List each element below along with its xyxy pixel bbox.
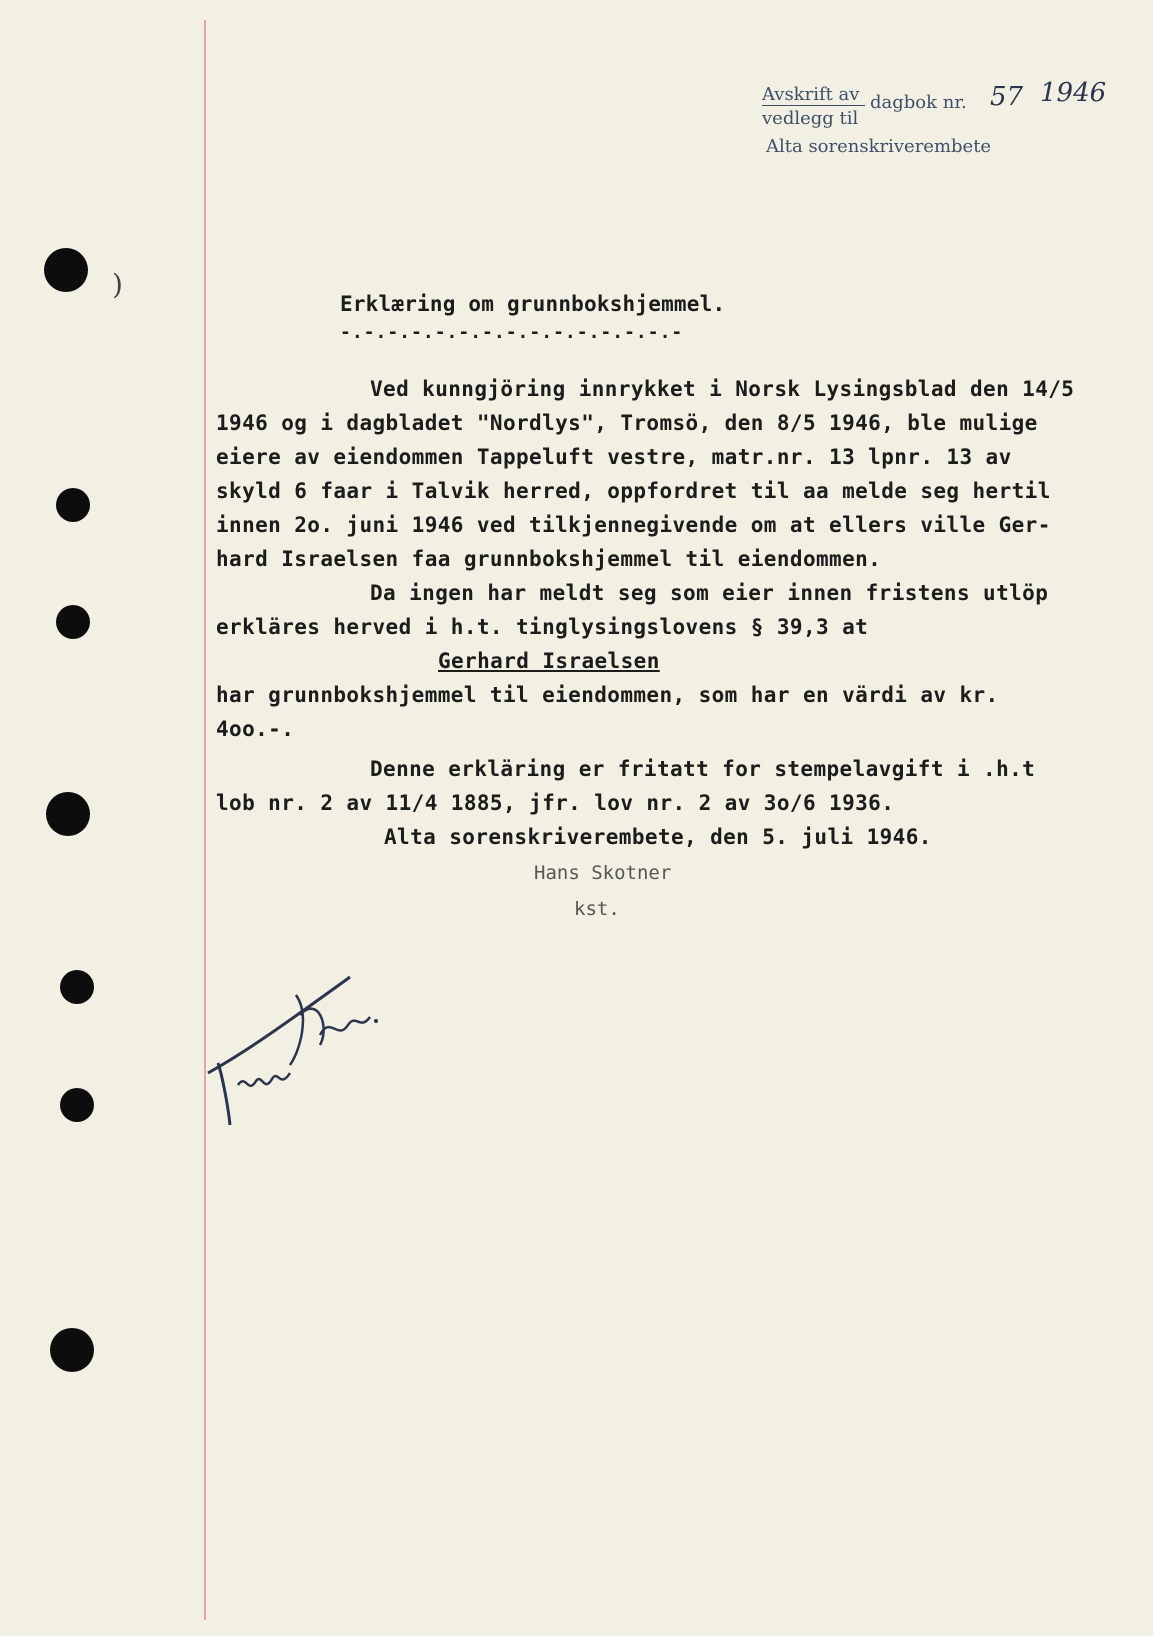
stamp-line1: Avskrift av	[762, 84, 865, 106]
punch-hole-icon	[44, 248, 88, 292]
stamp-year: 1946	[1040, 78, 1107, 108]
body-line: Da ingen har meldt seg som eier innen fristens utlöp	[370, 581, 1049, 605]
body-line: 1946 og i dagbladet "Nordlys", Tromsö, den 8/5 1946, ble mulige	[216, 411, 1038, 435]
place-date-line: Alta sorenskriverembete, den 5. juli 1946.	[384, 825, 932, 849]
handwritten-signature-icon	[200, 955, 400, 1135]
title-rule: -.-.-.-.-.-.-.-.-.-.-.-.-.-.-	[340, 322, 684, 343]
body-line: Ved kunngjöring innrykket i Norsk Lysingsblad den 14/5	[370, 377, 1075, 401]
punch-hole-icon	[60, 970, 94, 1004]
body-line: hard Israelsen faa grunnbokshjemmel til eiendommen.	[216, 547, 882, 571]
stamp-dagbok-label: dagbok nr.	[870, 92, 967, 113]
punch-hole-icon	[56, 605, 90, 639]
stamp-line2-struck: vedlegg til	[762, 108, 859, 129]
punch-hole-icon	[56, 488, 90, 522]
document-title: Erklæring om grunnbokshjemmel.	[340, 292, 726, 316]
margin-line	[204, 20, 206, 1620]
body-line: 4oo.-.	[216, 717, 295, 741]
body-line: har grunnbokshjemmel til eiendommen, som har en värdi av kr.	[216, 683, 999, 707]
stamp-dagbok-number: 57	[990, 82, 1024, 112]
punch-hole-icon	[60, 1088, 94, 1122]
body-line: Denne erkläring er fritatt for stempelavgift i .h.t	[370, 757, 1036, 781]
body-line: eiere av eiendommen Tappeluft vestre, matr.nr. 13 lpnr. 13 av	[216, 445, 1012, 469]
margin-mark: )	[112, 268, 123, 301]
body-line: innen 2o. juni 1946 ved tilkjennegivende om at ellers ville Ger-	[216, 513, 1051, 537]
body-line: erkläres herved i h.t. tinglysingslovens § 39,3 at	[216, 615, 869, 639]
body-line: lob nr. 2 av 11/4 1885, jfr. lov nr. 2 av 3o/6 1936.	[216, 791, 895, 815]
signer-title: kst.	[574, 898, 620, 920]
signer-name: Hans Skotner	[534, 862, 672, 884]
body-line: skyld 6 faar i Talvik herred, oppfordret til aa melde seg hertil	[216, 479, 1051, 503]
punch-hole-icon	[50, 1328, 94, 1372]
owner-name: Gerhard Israelsen	[438, 649, 660, 673]
punch-hole-icon	[46, 792, 90, 836]
stamp-office: Alta sorenskriverembete	[766, 136, 992, 157]
